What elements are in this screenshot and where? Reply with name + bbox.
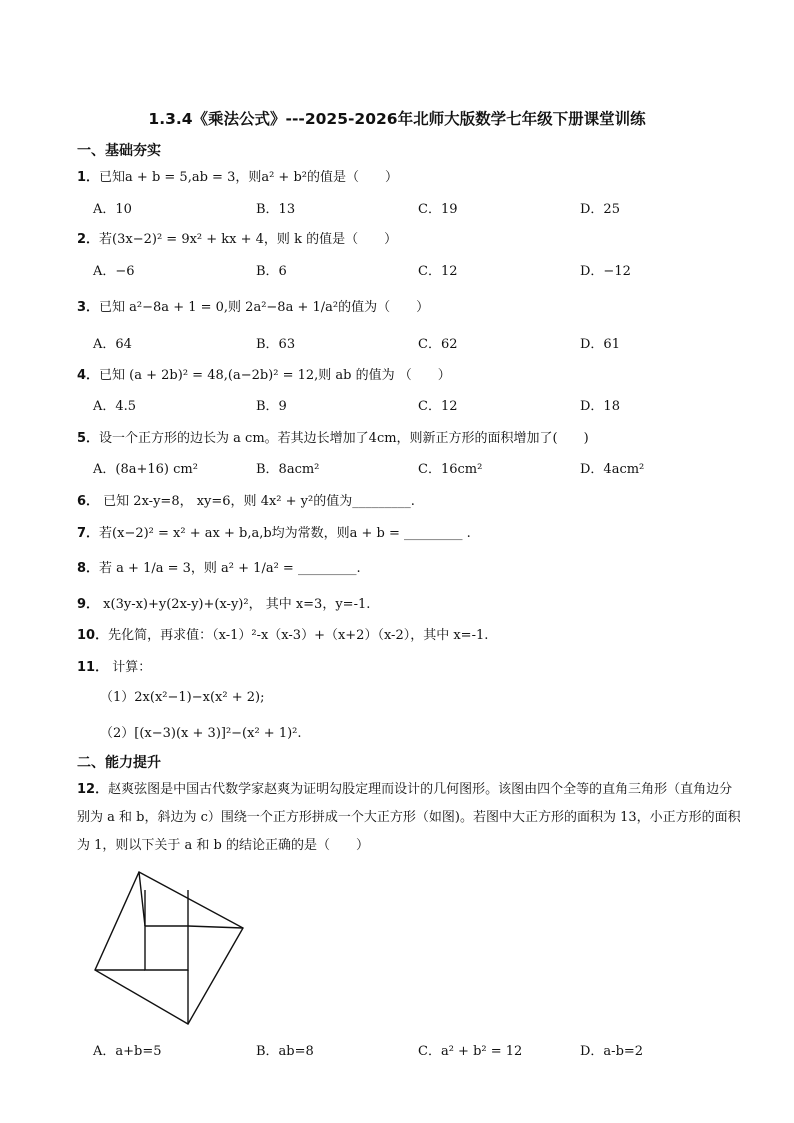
question-7 bbox=[77, 522, 471, 541]
question-text: 赵爽弦图是中国古代数学家赵爽为证明勾股定理而设计的几何图形。该图由四个全等的直角三角形（直角边分别为 a 和 b，斜边为 c）围绕一个正方形拼成一个大正方形（如图)。若图中大正方形的面积为 13，小正方形的面积为 1，则以下关于 a 和 b 的结论正确的是（ ） bbox=[77, 782, 741, 853]
inner-square bbox=[145, 926, 188, 970]
section-heading-basic: 一、基础夯实 bbox=[77, 143, 161, 159]
zhao-shuang-chord-diagram bbox=[92, 870, 244, 1026]
question-number: 12． bbox=[77, 782, 109, 797]
section-heading-advanced: 二、能力提升 bbox=[77, 755, 161, 771]
question-number: 4． bbox=[77, 368, 100, 383]
option-c: C．12 bbox=[418, 264, 458, 279]
question-3 bbox=[77, 296, 429, 315]
option-b: B．6 bbox=[256, 264, 287, 279]
question-number: 10． bbox=[77, 628, 109, 643]
question-number: 11． bbox=[77, 660, 109, 675]
triangle-edge-right bbox=[188, 926, 243, 928]
question-text: 设一个正方形的边长为 a cm。若其边长增加了4cm，则新正方形的面积增加了( ) bbox=[99, 431, 589, 446]
option-a: A．−6 bbox=[93, 264, 135, 279]
question-text: 已知 2x-y=8， xy=6，则 4x² + y²的值为_________. bbox=[99, 494, 415, 509]
question-number: 5． bbox=[77, 431, 100, 446]
question-10 bbox=[77, 624, 488, 643]
outer-square bbox=[95, 872, 243, 1024]
question-2 bbox=[77, 228, 397, 247]
question-8 bbox=[77, 557, 361, 576]
question-12-options bbox=[0, 1040, 794, 1060]
question-text: 已知 a²−8a + 1 = 0,则 2a²−8a + 1/a²的值为（ ） bbox=[99, 300, 430, 315]
option-d: D．a-b=2 bbox=[580, 1044, 644, 1059]
question-11-part-2: （2）[(x−3)(x + 3)]²−(x² + 1)². bbox=[100, 726, 302, 741]
question-number: 8． bbox=[77, 561, 100, 576]
option-c: C．12 bbox=[418, 399, 458, 414]
question-number: 6． bbox=[77, 494, 100, 509]
question-text: 先化简，再求值：（x-1）²-x（x-3）+（x+2）（x-2），其中 x=-1. bbox=[108, 628, 489, 643]
question-text: x(3y-x)+y(2x-y)+(x-y)²， 其中 x=3，y=-1. bbox=[99, 597, 371, 612]
option-b: B．13 bbox=[256, 202, 296, 217]
option-d: D．25 bbox=[580, 202, 620, 217]
question-5 bbox=[77, 427, 589, 446]
question-6 bbox=[77, 490, 415, 509]
option-c: C．62 bbox=[418, 337, 458, 352]
question-5-options bbox=[0, 458, 794, 478]
question-text: 若(x−2)² = x² + ax + b,a,b均为常数，则a + b = _________ . bbox=[99, 526, 471, 541]
question-11 bbox=[77, 656, 151, 675]
question-4 bbox=[77, 364, 451, 383]
question-number: 1． bbox=[77, 170, 100, 185]
question-4-options bbox=[0, 395, 794, 415]
question-text: 已知 (a + 2b)² = 48,(a−2b)² = 12,则 ab 的值为 （ ） bbox=[99, 368, 451, 383]
question-text: 计算： bbox=[108, 660, 152, 675]
option-b: B．63 bbox=[256, 337, 296, 352]
question-text: 若(3x−2)² = 9x² + kx + 4，则 k 的值是（ ） bbox=[99, 232, 398, 247]
option-d: D．18 bbox=[580, 399, 620, 414]
option-b: B．8acm² bbox=[256, 462, 320, 477]
option-d: D．4acm² bbox=[580, 462, 645, 477]
question-12 bbox=[77, 776, 741, 860]
question-9 bbox=[77, 593, 370, 612]
triangle-edge-top bbox=[139, 872, 145, 926]
option-a: A．(8a+16) cm² bbox=[93, 462, 198, 477]
question-number: 7． bbox=[77, 526, 100, 541]
question-1 bbox=[77, 166, 398, 185]
option-d: D．−12 bbox=[580, 264, 631, 279]
question-number: 9． bbox=[77, 597, 100, 612]
question-2-options bbox=[0, 260, 794, 280]
question-3-options bbox=[0, 333, 794, 353]
option-a: A．64 bbox=[93, 337, 132, 352]
question-1-options bbox=[0, 198, 794, 218]
option-a: A．a+b=5 bbox=[93, 1044, 162, 1059]
option-a: A．4.5 bbox=[93, 399, 137, 414]
question-number: 2． bbox=[77, 232, 100, 247]
page-title: 1.3.4《乘法公式》---2025-2026年北师大版数学七年级下册课堂训练 bbox=[148, 110, 646, 128]
option-c: C．a² + b² = 12 bbox=[418, 1044, 523, 1059]
option-c: C．16cm² bbox=[418, 462, 483, 477]
option-c: C．19 bbox=[418, 202, 458, 217]
option-d: D．61 bbox=[580, 337, 620, 352]
option-b: B．ab=8 bbox=[256, 1044, 314, 1059]
question-text: 已知a + b = 5,ab = 3，则a² + b²的值是（ ） bbox=[99, 170, 398, 185]
question-11-part-1: （1）2x(x²−1)−x(x² + 2); bbox=[100, 690, 265, 705]
question-number: 3． bbox=[77, 300, 100, 315]
option-a: A．10 bbox=[93, 202, 132, 217]
question-text: 若 a + 1/a = 3，则 a² + 1/a² = _________. bbox=[99, 561, 361, 576]
option-b: B．9 bbox=[256, 399, 287, 414]
